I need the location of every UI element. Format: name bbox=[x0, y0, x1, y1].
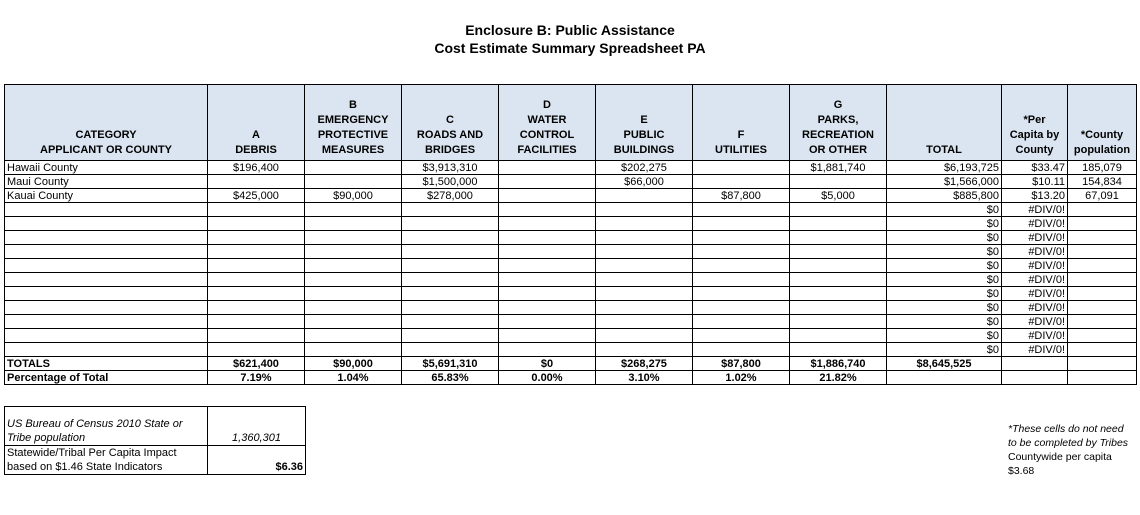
per-capita-cell: $10.11 bbox=[1002, 175, 1068, 189]
category-g-cell bbox=[790, 217, 887, 231]
population-cell bbox=[1068, 315, 1137, 329]
table-row bbox=[5, 343, 1137, 357]
per-capita-cell: #DIV/0! bbox=[1002, 343, 1068, 357]
total-cell: $0 bbox=[887, 245, 1002, 259]
category-f-cell bbox=[693, 343, 790, 357]
category-c-cell bbox=[402, 329, 499, 343]
countywide-per-capita-value: $3.68 bbox=[1008, 465, 1035, 477]
category-e-cell bbox=[596, 315, 693, 329]
population-cell bbox=[1068, 217, 1137, 231]
table-row bbox=[5, 217, 1137, 231]
category-d-cell bbox=[499, 273, 596, 287]
category-b-cell bbox=[305, 245, 402, 259]
category-g-cell bbox=[790, 329, 887, 343]
population-cell: 67,091 bbox=[1068, 189, 1137, 203]
category-c-cell: $278,000 bbox=[402, 189, 499, 203]
category-d-cell bbox=[499, 329, 596, 343]
percentage-a-cell: 7.19% bbox=[208, 371, 305, 385]
table-row bbox=[5, 231, 1137, 245]
per-capita-impact-value: $6.36 bbox=[208, 446, 306, 475]
per-capita-cell: #DIV/0! bbox=[1002, 259, 1068, 273]
per-capita-cell: #DIV/0! bbox=[1002, 217, 1068, 231]
header-buildings: E PUBLIC BUILDINGS bbox=[596, 85, 693, 161]
category-d-cell bbox=[499, 189, 596, 203]
category-e-cell: $66,000 bbox=[596, 175, 693, 189]
header-total: TOTAL bbox=[887, 85, 1002, 161]
census-table bbox=[4, 406, 306, 475]
category-g-cell: $5,000 bbox=[790, 189, 887, 203]
population-cell bbox=[1068, 245, 1137, 259]
population-cell bbox=[1068, 287, 1137, 301]
total-cell: $0 bbox=[887, 287, 1002, 301]
category-f-cell bbox=[693, 203, 790, 217]
applicant-name-cell bbox=[5, 259, 208, 273]
category-c-cell bbox=[402, 315, 499, 329]
totals-row bbox=[5, 357, 1137, 371]
table-row bbox=[5, 315, 1137, 329]
category-f-cell bbox=[693, 315, 790, 329]
category-c-cell bbox=[402, 287, 499, 301]
percentage-c-cell: 65.83% bbox=[402, 371, 499, 385]
header-roads: C ROADS AND BRIDGES bbox=[402, 85, 499, 161]
category-b-cell bbox=[305, 259, 402, 273]
category-e-cell bbox=[596, 343, 693, 357]
category-g-cell bbox=[790, 273, 887, 287]
per-capita-cell: #DIV/0! bbox=[1002, 245, 1068, 259]
header-row bbox=[5, 85, 1137, 161]
table-row bbox=[5, 161, 1137, 175]
countywide-per-capita-label: Countywide per capita bbox=[1008, 451, 1112, 463]
per-capita-cell: #DIV/0! bbox=[1002, 287, 1068, 301]
category-a-cell bbox=[208, 301, 305, 315]
category-e-cell bbox=[596, 189, 693, 203]
percentage-e-cell: 3.10% bbox=[596, 371, 693, 385]
totals-b-cell: $90,000 bbox=[305, 357, 402, 371]
category-c-cell bbox=[402, 259, 499, 273]
total-cell: $0 bbox=[887, 203, 1002, 217]
category-c-cell bbox=[402, 343, 499, 357]
category-d-cell bbox=[499, 287, 596, 301]
total-cell: $0 bbox=[887, 329, 1002, 343]
category-d-cell bbox=[499, 203, 596, 217]
category-g-cell bbox=[790, 287, 887, 301]
document-title: Enclosure B: Public Assistance bbox=[465, 22, 675, 38]
header-category: CATEGORY APPLICANT OR COUNTY bbox=[5, 85, 208, 161]
totals-f-cell: $87,800 bbox=[693, 357, 790, 371]
totals-empty-cell bbox=[1002, 357, 1068, 371]
category-c-cell bbox=[402, 301, 499, 315]
percentage-empty-cell bbox=[887, 371, 1002, 385]
header-emergency: B EMERGENCY PROTECTIVE MEASURES bbox=[305, 85, 402, 161]
percentage-b-cell: 1.04% bbox=[305, 371, 402, 385]
category-a-cell: $425,000 bbox=[208, 189, 305, 203]
per-capita-cell: #DIV/0! bbox=[1002, 329, 1068, 343]
category-f-cell bbox=[693, 273, 790, 287]
percentage-g-cell: 21.82% bbox=[790, 371, 887, 385]
category-c-cell bbox=[402, 231, 499, 245]
total-cell: $0 bbox=[887, 315, 1002, 329]
category-c-cell bbox=[402, 273, 499, 287]
totals-a-cell: $621,400 bbox=[208, 357, 305, 371]
per-capita-cell: $13.20 bbox=[1002, 189, 1068, 203]
category-f-cell bbox=[693, 217, 790, 231]
table-row bbox=[5, 245, 1137, 259]
category-g-cell bbox=[790, 245, 887, 259]
category-f-cell bbox=[693, 301, 790, 315]
totals-label: TOTALS bbox=[5, 357, 208, 371]
category-b-cell bbox=[305, 315, 402, 329]
category-a-cell bbox=[208, 259, 305, 273]
category-a-cell bbox=[208, 287, 305, 301]
population-cell bbox=[1068, 301, 1137, 315]
category-b-cell bbox=[305, 175, 402, 189]
applicant-name-cell: Kauai County bbox=[5, 189, 208, 203]
total-cell: $0 bbox=[887, 259, 1002, 273]
applicant-name-cell bbox=[5, 315, 208, 329]
applicant-name-cell bbox=[5, 273, 208, 287]
population-cell bbox=[1068, 231, 1137, 245]
category-a-cell bbox=[208, 217, 305, 231]
category-a-cell bbox=[208, 315, 305, 329]
applicant-name-cell: Maui County bbox=[5, 175, 208, 189]
header-parks: G PARKS, RECREATION OR OTHER bbox=[790, 85, 887, 161]
category-a-cell bbox=[208, 203, 305, 217]
table-row bbox=[5, 329, 1137, 343]
category-b-cell bbox=[305, 231, 402, 245]
category-e-cell bbox=[596, 245, 693, 259]
census-value: 1,360,301 bbox=[208, 407, 306, 446]
applicant-name-cell bbox=[5, 245, 208, 259]
total-cell: $0 bbox=[887, 231, 1002, 245]
category-f-cell bbox=[693, 245, 790, 259]
category-g-cell bbox=[790, 259, 887, 273]
category-e-cell bbox=[596, 203, 693, 217]
category-e-cell: $202,275 bbox=[596, 161, 693, 175]
cost-estimate-table bbox=[4, 84, 1137, 385]
totals-empty-cell bbox=[1068, 357, 1137, 371]
category-a-cell bbox=[208, 175, 305, 189]
applicant-name-cell bbox=[5, 203, 208, 217]
header-debris: A DEBRIS bbox=[208, 85, 305, 161]
totals-c-cell: $5,691,310 bbox=[402, 357, 499, 371]
population-cell bbox=[1068, 203, 1137, 217]
category-d-cell bbox=[499, 301, 596, 315]
per-capita-cell: #DIV/0! bbox=[1002, 301, 1068, 315]
category-g-cell bbox=[790, 231, 887, 245]
category-a-cell bbox=[208, 273, 305, 287]
category-d-cell bbox=[499, 161, 596, 175]
totals-d-cell: $0 bbox=[499, 357, 596, 371]
applicant-name-cell bbox=[5, 217, 208, 231]
total-cell: $0 bbox=[887, 217, 1002, 231]
category-d-cell bbox=[499, 217, 596, 231]
category-e-cell bbox=[596, 273, 693, 287]
totals-g-cell: $1,886,740 bbox=[790, 357, 887, 371]
percentage-empty-cell bbox=[1068, 371, 1137, 385]
per-capita-cell: #DIV/0! bbox=[1002, 231, 1068, 245]
category-c-cell: $3,913,310 bbox=[402, 161, 499, 175]
category-b-cell bbox=[305, 343, 402, 357]
category-b-cell bbox=[305, 301, 402, 315]
header-utilities: F UTILITIES bbox=[693, 85, 790, 161]
header-per-capita: *Per Capita by County bbox=[1002, 85, 1068, 161]
population-cell: 154,834 bbox=[1068, 175, 1137, 189]
applicant-name-cell bbox=[5, 329, 208, 343]
applicant-name-cell bbox=[5, 301, 208, 315]
per-capita-cell: #DIV/0! bbox=[1002, 273, 1068, 287]
table-row bbox=[5, 301, 1137, 315]
category-e-cell bbox=[596, 329, 693, 343]
category-a-cell bbox=[208, 343, 305, 357]
per-capita-cell: #DIV/0! bbox=[1002, 315, 1068, 329]
table-row bbox=[5, 287, 1137, 301]
population-cell bbox=[1068, 329, 1137, 343]
document-subtitle: Cost Estimate Summary Spreadsheet PA bbox=[434, 40, 706, 56]
total-cell: $1,566,000 bbox=[887, 175, 1002, 189]
category-d-cell bbox=[499, 259, 596, 273]
category-a-cell bbox=[208, 329, 305, 343]
category-f-cell bbox=[693, 231, 790, 245]
category-c-cell bbox=[402, 217, 499, 231]
category-a-cell: $196,400 bbox=[208, 161, 305, 175]
population-cell bbox=[1068, 259, 1137, 273]
category-d-cell bbox=[499, 343, 596, 357]
applicant-name-cell bbox=[5, 343, 208, 357]
category-f-cell bbox=[693, 161, 790, 175]
totals-e-cell: $268,275 bbox=[596, 357, 693, 371]
category-f-cell bbox=[693, 287, 790, 301]
category-d-cell bbox=[499, 231, 596, 245]
category-g-cell bbox=[790, 301, 887, 315]
category-f-cell: $87,800 bbox=[693, 189, 790, 203]
category-f-cell bbox=[693, 175, 790, 189]
population-cell bbox=[1068, 273, 1137, 287]
category-g-cell bbox=[790, 203, 887, 217]
category-f-cell bbox=[693, 259, 790, 273]
category-a-cell bbox=[208, 231, 305, 245]
percentage-label: Percentage of Total bbox=[5, 371, 208, 385]
per-capita-cell: $33.47 bbox=[1002, 161, 1068, 175]
footnote bbox=[1008, 422, 1128, 478]
table-row bbox=[5, 273, 1137, 287]
footnote-line-1: *These cells do not need bbox=[1008, 423, 1124, 435]
category-b-cell bbox=[305, 217, 402, 231]
percentage-row bbox=[5, 371, 1137, 385]
header-water: D WATER CONTROL FACILITIES bbox=[499, 85, 596, 161]
grand-total-cell: $8,645,525 bbox=[887, 357, 1002, 371]
category-c-cell: $1,500,000 bbox=[402, 175, 499, 189]
applicant-name-cell: Hawaii County bbox=[5, 161, 208, 175]
population-cell: 185,079 bbox=[1068, 161, 1137, 175]
census-label: US Bureau of Census 2010 State or Tribe population bbox=[5, 407, 208, 446]
category-g-cell bbox=[790, 315, 887, 329]
category-e-cell bbox=[596, 231, 693, 245]
applicant-name-cell bbox=[5, 231, 208, 245]
table-row bbox=[5, 203, 1137, 217]
population-cell bbox=[1068, 343, 1137, 357]
applicant-name-cell bbox=[5, 287, 208, 301]
category-b-cell bbox=[305, 287, 402, 301]
category-e-cell bbox=[596, 287, 693, 301]
category-g-cell bbox=[790, 175, 887, 189]
total-cell: $0 bbox=[887, 343, 1002, 357]
category-b-cell bbox=[305, 203, 402, 217]
category-e-cell bbox=[596, 301, 693, 315]
category-g-cell bbox=[790, 343, 887, 357]
category-b-cell bbox=[305, 273, 402, 287]
total-cell: $0 bbox=[887, 273, 1002, 287]
header-population: *County population bbox=[1068, 85, 1137, 161]
category-e-cell bbox=[596, 217, 693, 231]
per-capita-impact-label: Statewide/Tribal Per Capita Impact based on $1.46 State Indicators bbox=[5, 446, 208, 475]
category-e-cell bbox=[596, 259, 693, 273]
table-row bbox=[5, 189, 1137, 203]
category-d-cell bbox=[499, 175, 596, 189]
category-b-cell bbox=[305, 329, 402, 343]
category-a-cell bbox=[208, 245, 305, 259]
category-g-cell: $1,881,740 bbox=[790, 161, 887, 175]
percentage-f-cell: 1.02% bbox=[693, 371, 790, 385]
percentage-empty-cell bbox=[1002, 371, 1068, 385]
total-cell: $6,193,725 bbox=[887, 161, 1002, 175]
total-cell: $0 bbox=[887, 301, 1002, 315]
category-f-cell bbox=[693, 329, 790, 343]
per-capita-cell: #DIV/0! bbox=[1002, 203, 1068, 217]
table-row bbox=[5, 175, 1137, 189]
footnote-line-2: to be completed by Tribes bbox=[1008, 437, 1129, 449]
category-c-cell bbox=[402, 245, 499, 259]
percentage-d-cell: 0.00% bbox=[499, 371, 596, 385]
category-c-cell bbox=[402, 203, 499, 217]
category-b-cell: $90,000 bbox=[305, 189, 402, 203]
table-row bbox=[5, 259, 1137, 273]
category-d-cell bbox=[499, 245, 596, 259]
category-b-cell bbox=[305, 161, 402, 175]
total-cell: $885,800 bbox=[887, 189, 1002, 203]
category-d-cell bbox=[499, 315, 596, 329]
